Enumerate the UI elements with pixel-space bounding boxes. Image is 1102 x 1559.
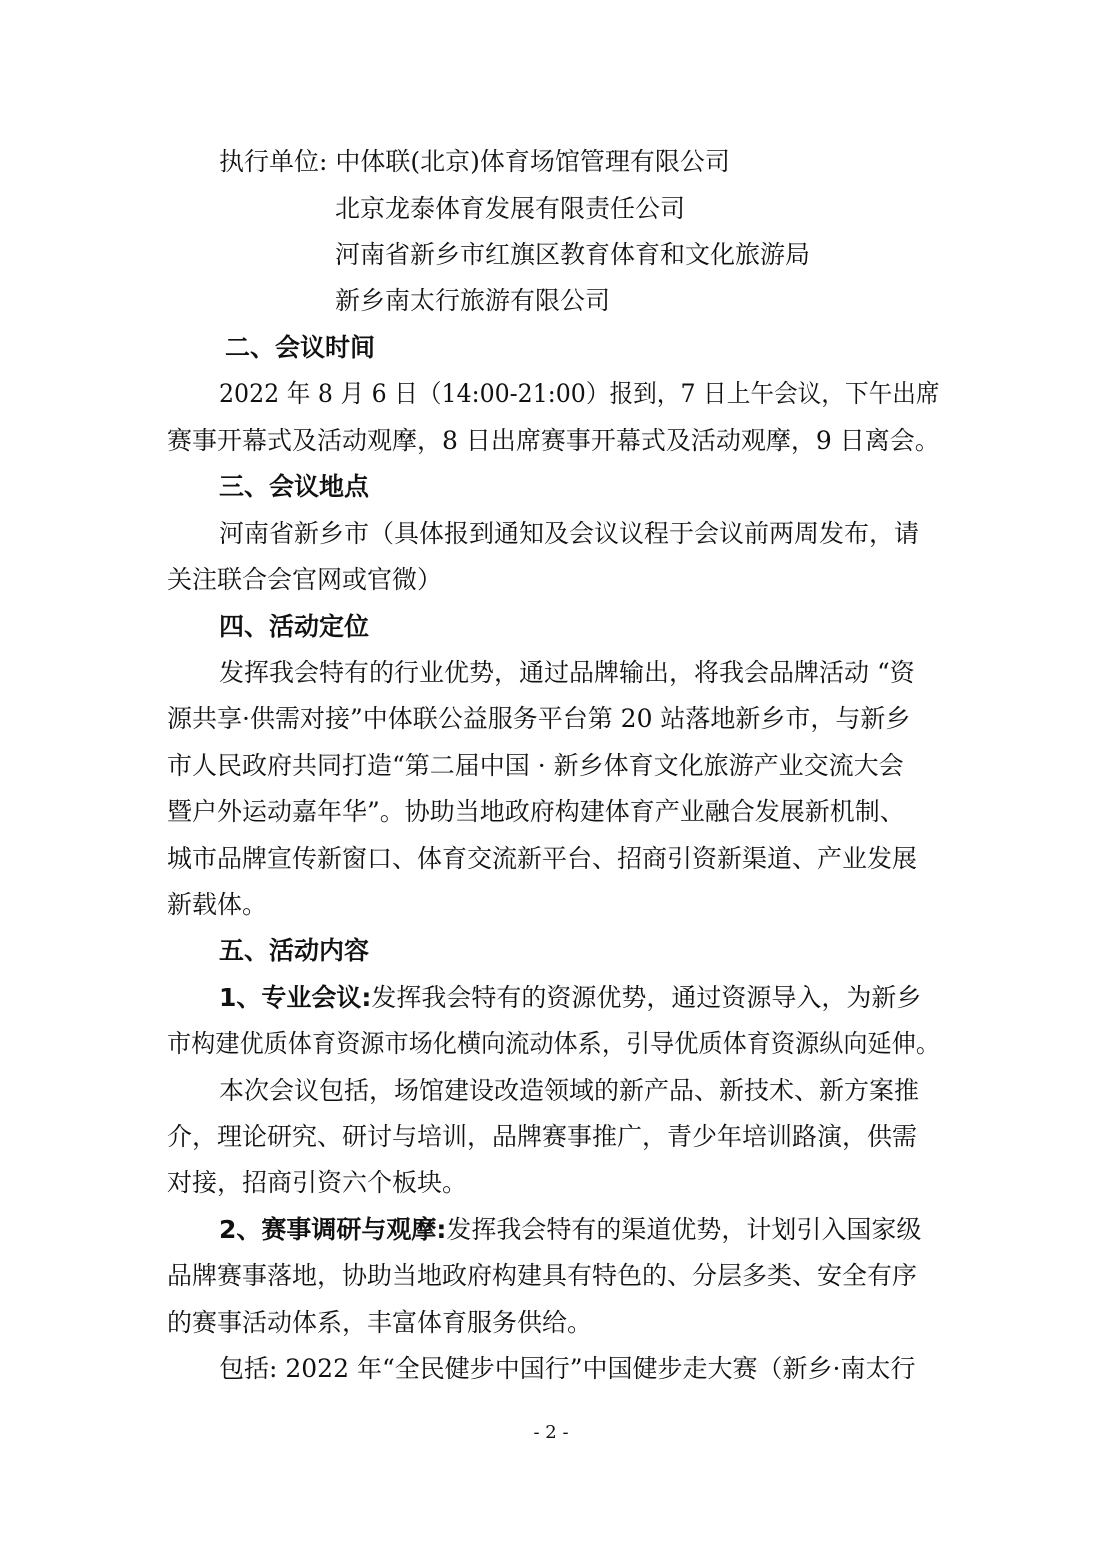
page-number: - 2 - bbox=[533, 1422, 569, 1443]
executing-units-line-1 bbox=[219, 149, 730, 174]
section2-heading: 二、会议时间 bbox=[225, 333, 376, 362]
section4-line-6: 新载体。 bbox=[167, 890, 268, 919]
item1-line-1 bbox=[219, 985, 921, 1010]
section3-heading: 三、会议地点 bbox=[219, 472, 370, 501]
section3-line-2: 关注联合会官网或官微） bbox=[167, 565, 443, 594]
item2-line-2: 品牌赛事落地，协助当地政府构建具有特色的、分层多类、安全有序 bbox=[167, 1261, 918, 1290]
section4-heading: 四、活动定位 bbox=[219, 612, 370, 641]
section2-line-2: 赛事开幕式及活动观摩，8 日出席赛事开幕式及活动观摩，9 日离会。 bbox=[167, 426, 940, 455]
executing-unit-3: 河南省新乡市红旗区教育体育和文化旅游局 bbox=[335, 240, 811, 269]
section2-line-1: 2022 年 8 月 6 日（14:00-21:00）报到，7 日上午会议，下午出席 bbox=[219, 379, 940, 408]
section4-line-3: 市人民政府共同打造“第二届中国 · 新乡体育文化旅游产业交流大会 bbox=[167, 751, 904, 780]
item1-line-2: 市构建优质体育资源市场化横向流动体系，引导优质体育资源纵向延伸。 bbox=[167, 1029, 941, 1058]
section5-heading: 五、活动内容 bbox=[219, 936, 370, 965]
executing-unit-4: 新乡南太行旅游有限公司 bbox=[335, 286, 611, 315]
item2-line-1 bbox=[219, 1217, 921, 1242]
item1-para2-line-1: 本次会议包括，场馆建设改造领域的新产品、新技术、新方案推 bbox=[219, 1076, 920, 1105]
item1-para2-line-2: 介，理论研究、研讨与培训，品牌赛事推广，青少年培训路演，供需 bbox=[167, 1122, 918, 1151]
executing-unit-2: 北京龙泰体育发展有限责任公司 bbox=[335, 194, 686, 223]
item2-line-3: 的赛事活动体系，丰富体育服务供给。 bbox=[167, 1308, 593, 1337]
item2-para2-line-1: 包括: 2022 年“全民健步中国行”中国健步走大赛（新乡·南太行 bbox=[219, 1354, 916, 1383]
item1-first-line-rest: 发挥我会特有的资源优势，通过资源导入，为新乡 bbox=[371, 983, 922, 1012]
item2-lead: 2、赛事调研与观摩: bbox=[219, 1215, 447, 1244]
section4-line-4: 暨户外运动嘉年华”。协助当地政府构建体育产业融合发展新机制、 bbox=[167, 797, 905, 826]
executing-unit-1: 中体联(北京)体育场馆管理有限公司 bbox=[335, 147, 730, 176]
item2-first-line-rest: 发挥我会特有的渠道优势，计划引入国家级 bbox=[446, 1215, 922, 1244]
section4-line-2: 源共享·供需对接”中体联公益服务平台第 20 站落地新乡市，与新乡 bbox=[167, 704, 911, 733]
section4-line-1: 发挥我会特有的行业优势，通过品牌输出，将我会品牌活动 “资 bbox=[219, 658, 915, 687]
section4-line-5: 城市品牌宣传新窗口、体育交流新平台、招商引资新渠道、产业发展 bbox=[167, 844, 918, 873]
item1-para2-line-3: 对接，招商引资六个板块。 bbox=[167, 1168, 468, 1197]
executing-units-label: 执行单位: bbox=[219, 147, 328, 176]
section3-line-1: 河南省新乡市（具体报到通知及会议议程于会议前两周发布，请 bbox=[219, 519, 920, 548]
item1-lead: 1、专业会议: bbox=[219, 983, 372, 1012]
